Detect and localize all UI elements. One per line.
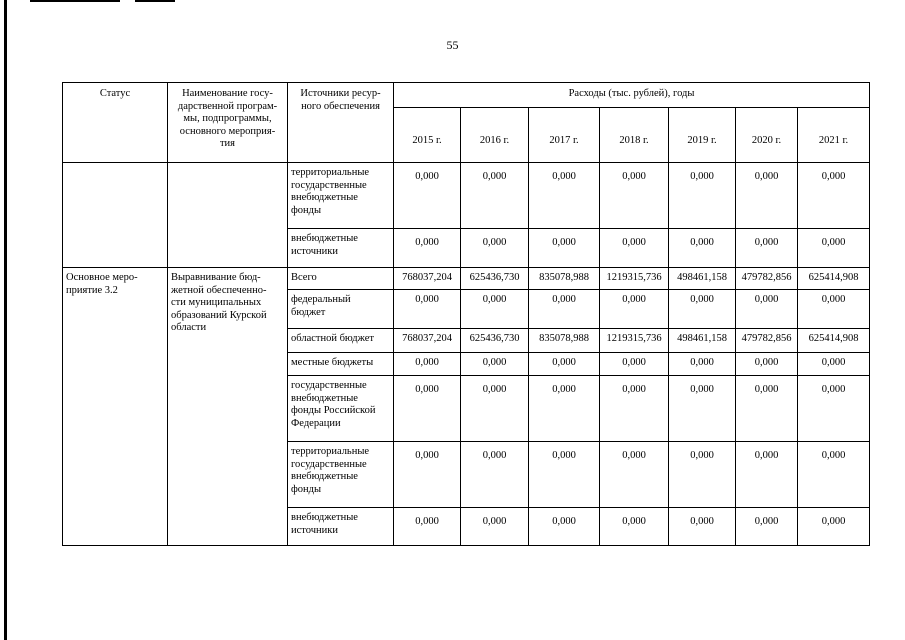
value-cell: 0,000 (600, 353, 669, 376)
value-cell: 0,000 (600, 508, 669, 546)
value-cell: 0,000 (798, 353, 870, 376)
value-cell: 0,000 (529, 508, 600, 546)
value-cell: 0,000 (394, 442, 461, 508)
value-cell: 0,000 (529, 376, 600, 442)
value-cell: 0,000 (529, 442, 600, 508)
value-cell: 0,000 (600, 290, 669, 329)
value-cell: 0,000 (798, 508, 870, 546)
value-cell: 0,000 (600, 442, 669, 508)
value-cell: 0,000 (736, 353, 798, 376)
header-year: 2021 г. (798, 108, 870, 163)
value-cell: 0,000 (798, 229, 870, 268)
table-row (63, 268, 870, 290)
value-cell: 768037,204 (394, 268, 461, 290)
value-cell: 1219315,736 (600, 268, 669, 290)
header-expenses: Расходы (тыс. рублей), годы (394, 83, 870, 108)
value-cell: 0,000 (394, 163, 461, 229)
value-cell: 625436,730 (461, 268, 529, 290)
header-year: 2015 г. (394, 108, 461, 163)
value-cell: 0,000 (736, 229, 798, 268)
value-cell: 625436,730 (461, 329, 529, 353)
value-cell: 0,000 (736, 163, 798, 229)
value-cell: 0,000 (669, 290, 736, 329)
value-cell: 0,000 (394, 376, 461, 442)
value-cell: 0,000 (798, 290, 870, 329)
value-cell: 0,000 (736, 442, 798, 508)
value-cell: 0,000 (736, 508, 798, 546)
value-cell: 0,000 (669, 508, 736, 546)
value-cell: 0,000 (461, 508, 529, 546)
source-cell: федеральный бюджет (288, 290, 394, 329)
value-cell: 0,000 (669, 376, 736, 442)
value-cell: 0,000 (600, 376, 669, 442)
value-cell: 625414,908 (798, 329, 870, 353)
value-cell: 835078,988 (529, 268, 600, 290)
value-cell: 0,000 (669, 163, 736, 229)
value-cell: 479782,856 (736, 268, 798, 290)
header-status: Статус (63, 83, 168, 163)
value-cell: 0,000 (394, 508, 461, 546)
page-edge-rule (4, 0, 7, 640)
value-cell: 0,000 (461, 229, 529, 268)
expenses-table (62, 82, 870, 546)
status-cell-empty (63, 163, 168, 268)
value-cell: 0,000 (394, 353, 461, 376)
value-cell: 0,000 (600, 163, 669, 229)
value-cell: 0,000 (529, 163, 600, 229)
value-cell: 0,000 (736, 290, 798, 329)
source-cell: областной бюджет (288, 329, 394, 353)
scan-mark (30, 0, 120, 2)
value-cell: 479782,856 (736, 329, 798, 353)
value-cell: 0,000 (600, 229, 669, 268)
status-cell: Основное меро- приятие 3.2 (63, 268, 168, 546)
value-cell: 0,000 (394, 229, 461, 268)
header-year: 2018 г. (600, 108, 669, 163)
value-cell: 0,000 (461, 376, 529, 442)
source-cell: государственные внебюджетные фонды Российской Федерации (288, 376, 394, 442)
value-cell: 0,000 (798, 442, 870, 508)
source-cell: территориальные государственные внебюджетные фонды (288, 163, 394, 229)
name-cell-empty (168, 163, 288, 268)
scan-mark (135, 0, 175, 2)
value-cell: 0,000 (461, 290, 529, 329)
value-cell: 498461,158 (669, 268, 736, 290)
value-cell: 498461,158 (669, 329, 736, 353)
value-cell: 625414,908 (798, 268, 870, 290)
value-cell: 0,000 (736, 376, 798, 442)
value-cell: 0,000 (669, 442, 736, 508)
value-cell: 0,000 (461, 163, 529, 229)
header-year: 2016 г. (461, 108, 529, 163)
source-cell: Всего (288, 268, 394, 290)
value-cell: 0,000 (669, 229, 736, 268)
value-cell: 0,000 (394, 290, 461, 329)
value-cell: 768037,204 (394, 329, 461, 353)
header-year: 2019 г. (669, 108, 736, 163)
value-cell: 0,000 (461, 442, 529, 508)
value-cell: 0,000 (529, 229, 600, 268)
source-cell: территориальные государственные внебюджетные фонды (288, 442, 394, 508)
value-cell: 835078,988 (529, 329, 600, 353)
value-cell: 0,000 (529, 353, 600, 376)
header-year: 2020 г. (736, 108, 798, 163)
source-cell: внебюджетные источники (288, 229, 394, 268)
value-cell: 0,000 (798, 376, 870, 442)
value-cell: 0,000 (529, 290, 600, 329)
value-cell: 0,000 (461, 353, 529, 376)
header-name: Наименование госу- дарственной програм- мы, подпрограммы, основного мероприя- тия (168, 83, 288, 163)
value-cell: 0,000 (798, 163, 870, 229)
value-cell: 1219315,736 (600, 329, 669, 353)
header-sources: Источники ресур- ного обеспечения (288, 83, 394, 163)
name-cell: Выравнивание бюд- жетной обеспеченно- сти муниципальных образований Курской области (168, 268, 288, 546)
header-year: 2017 г. (529, 108, 600, 163)
value-cell: 0,000 (669, 353, 736, 376)
source-cell: внебюджетные источники (288, 508, 394, 546)
page-number: 55 (446, 38, 459, 52)
table-row (63, 163, 870, 229)
source-cell: местные бюджеты (288, 353, 394, 376)
